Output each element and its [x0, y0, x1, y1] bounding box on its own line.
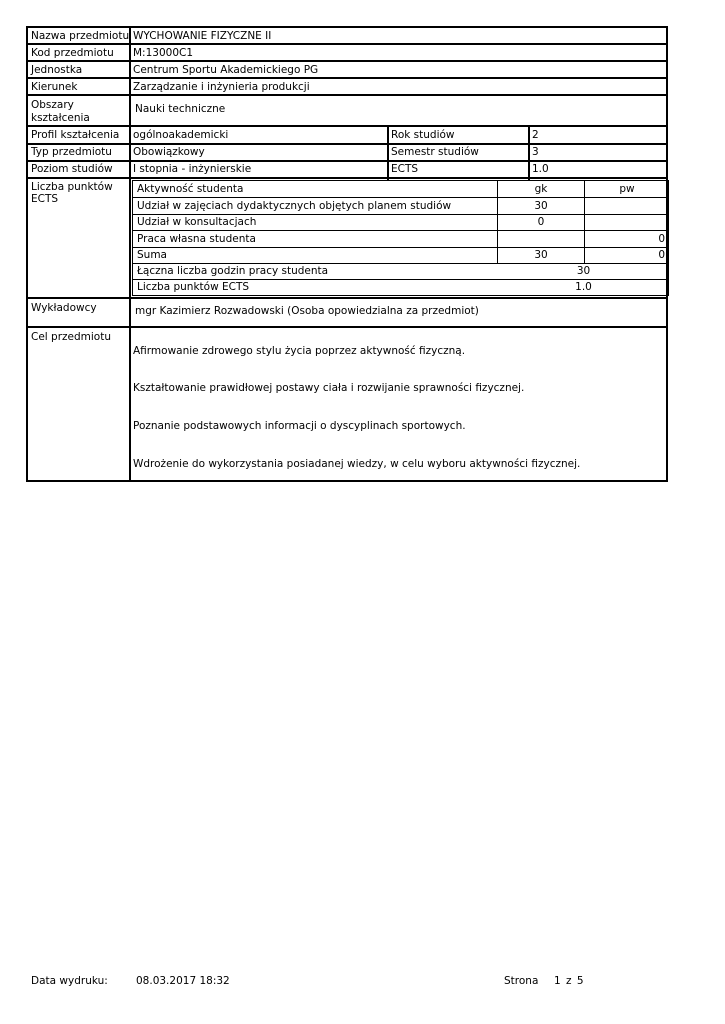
- study-level-label: Poziom studiów: [31, 163, 113, 175]
- course-code-label: Kod przedmiotu: [31, 47, 114, 59]
- profile-label: Profil kształcenia: [31, 129, 120, 141]
- objective-item: Afirmowanie zdrowego stylu życia poprzez aktywność fizyczną.: [133, 345, 466, 357]
- objective-item: Kształtowanie prawidłowej postawy ciała i rozwijanie sprawności fizycznej.: [133, 382, 525, 394]
- activity-row-classes: Udział w zajęciach dydaktycznych objętych planem studiów: [137, 200, 452, 212]
- unit-label: Jednostka: [31, 64, 83, 76]
- gk-value-consultations: 0: [537, 216, 545, 228]
- total-hours-value: 30: [576, 265, 591, 277]
- profile-value: ogólnoakademicki: [133, 129, 229, 141]
- lecturers-value: mgr Kazimierz Rozwadowski (Osoba opowiedzialna za przedmiot): [135, 305, 479, 317]
- row-divider: [28, 94, 666, 96]
- activity-row-consultations: Udział w konsultacjach: [137, 216, 257, 228]
- course-type-label: Typ przedmiotu: [31, 146, 112, 158]
- row-divider: [28, 43, 666, 45]
- objective-item: Poznanie podstawowych informacji o dyscyplinach sportowych.: [133, 420, 466, 432]
- row-divider: [28, 125, 666, 127]
- activity-row-self-study: Praca własna studenta: [137, 233, 256, 245]
- education-area-value: Nauki techniczne: [135, 103, 226, 115]
- study-year-value: 2: [532, 129, 539, 141]
- course-card-table: [26, 26, 668, 482]
- unit-value: Centrum Sportu Akademickiego PG: [133, 64, 319, 76]
- field-of-study-label: Kierunek: [31, 81, 78, 93]
- ects-label: ECTS: [391, 163, 419, 175]
- lecturers-label: Wykładowcy: [31, 302, 97, 314]
- ects-workload-table: [132, 180, 669, 296]
- course-name-value: WYCHOWANIE FIZYCZNE II: [133, 30, 272, 42]
- inner-row-divider: [133, 279, 668, 280]
- inner-row-divider: [133, 197, 668, 198]
- row-divider: [28, 160, 666, 162]
- print-date-label: Data wydruku:: [31, 975, 108, 987]
- objective-item: Wdrożenie do wykorzystania posiadanej wiedzy, w celu wyboru aktywności fizycznej.: [133, 458, 581, 470]
- course-code-value: M:13000C1: [133, 47, 194, 59]
- ects-points-row-value: 1.0: [575, 281, 592, 293]
- course-objective-label: Cel przedmiotu: [31, 331, 112, 343]
- gk-header: gk: [534, 183, 548, 195]
- course-type-value: Obowiązkowy: [133, 146, 205, 158]
- inner-row-divider: [133, 247, 668, 248]
- page-label: Strona: [504, 975, 539, 987]
- row-divider: [28, 297, 666, 299]
- gk-value-sum: 30: [534, 249, 548, 261]
- row-divider: [28, 326, 666, 328]
- inner-row-divider: [133, 230, 668, 231]
- mid-column-divider: [387, 126, 389, 180]
- row-divider: [28, 60, 666, 62]
- ects-points-label-line1: Liczba punktów: [31, 181, 113, 193]
- ects-points-row-label: Liczba punktów ECTS: [137, 281, 250, 293]
- row-divider: [28, 177, 666, 179]
- education-area-label-line2: kształcenia: [31, 112, 90, 124]
- study-year-label: Rok studiów: [391, 129, 455, 141]
- row-divider: [28, 143, 666, 145]
- pw-header: pw: [619, 183, 635, 195]
- field-of-study-value: Zarządzanie i inżynieria produkcji: [133, 81, 310, 93]
- study-level-value: I stopnia - inżynierskie: [133, 163, 252, 175]
- print-date-value: 08.03.2017 18:32: [136, 975, 230, 987]
- page-number: 1 z 5: [554, 975, 584, 987]
- course-name-label: Nazwa przedmiotu: [31, 30, 130, 42]
- right-column-divider: [528, 126, 530, 180]
- pw-value-self-study: 0: [658, 233, 665, 245]
- activity-header: Aktywność studenta: [137, 183, 244, 195]
- semester-label: Semestr studiów: [391, 146, 479, 158]
- education-area-label-line1: Obszary: [31, 99, 74, 111]
- inner-row-divider: [133, 214, 668, 215]
- activity-row-sum: Suma: [137, 249, 167, 261]
- pw-value-sum: 0: [658, 249, 665, 261]
- gk-value-classes: 30: [534, 200, 548, 212]
- ects-value: 1.0: [532, 163, 549, 175]
- inner-row-divider: [133, 263, 668, 264]
- semester-value: 3: [532, 146, 539, 158]
- row-divider: [28, 77, 666, 79]
- ects-points-label-line2: ECTS: [31, 193, 59, 205]
- total-hours-label: Łączna liczba godzin pracy studenta: [137, 265, 329, 277]
